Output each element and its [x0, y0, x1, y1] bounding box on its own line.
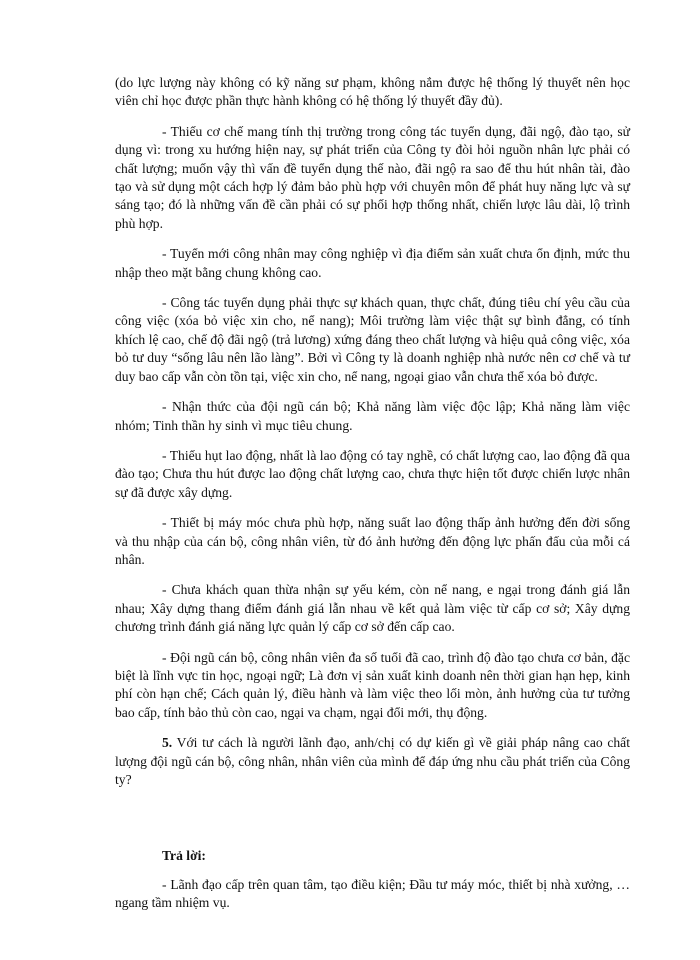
paragraph-continuation: (do lực lượng này không có kỹ năng sư phạm, không nắm được hệ thống lý thuyết nên học viên chỉ học được phần thực hành không có hệ thống lý thuyết đầy đủ). [115, 75, 630, 109]
paragraph-bullet-labor-shortage: - Thiếu hụt lao động, nhất là lao động có tay nghề, có chất lượng cao, lao động đã qua đào tạo; Chưa thu hút được lao động chất lượng cao, chưa thực hiện tốt được chiến lược nhân sự đã được xây dựng. [115, 447, 630, 500]
paragraph-bullet-equipment: - Thiết bị máy móc chưa phù hợp, năng suất lao động thấp ảnh hưởng đến đời sống và thu nhập của cán bộ, công nhân viên, từ đó ảnh hưởng đến động lực phấn đấu của mỗi cá nhân. [115, 515, 630, 567]
question-number: 5. [162, 735, 173, 751]
paragraph-bullet-market-mechanism: - Thiếu cơ chế mang tính thị trường trong công tác tuyển dụng, đãi ngộ, đào tạo, sử dụng vì: trong xu hướng hiện nay, sự phát triển của Công ty đòi hỏi nguồn nhân lực phải có chất lượng; muốn vậy thì vấn đề tuyển dụng thế nào, đãi ngộ ra sao để thu hút nhân tài, đào tạo và sử dụng một cách hợp lý đảm bảo phù hợp với chuyên môn để phát huy năng lực và sự sáng tạo; đó là những vấn đề cần phải có sự phối hợp thống nhất, chiến lược lâu dài, lộ trình phù hợp. [115, 123, 630, 231]
paragraph-bullet-recruitment-objective: - Công tác tuyển dụng phải thực sự khách quan, thực chất, đúng tiêu chí yêu cầu của công việc (xóa bỏ việc xin cho, nể nang); Môi trường làm việc thật sự bình đẳng, có tính khích lệ cao, chế độ đãi ngộ (trả lương) xứng đáng theo chất lượng và hiệu quả công việc, xóa bỏ tư duy “sống lâu nên lão làng”. Bởi vì Công ty là doanh nghiệp nhà nước nên cơ chế và tư duy bao cấp vẫn còn tồn tại, việc xin cho, nể nang, ngoại giao vẫn chưa thể xóa bỏ được. [115, 295, 630, 384]
paragraph-bullet-evaluation: - Chưa khách quan thừa nhận sự yếu kém, còn nể nang, e ngại trong đánh giá lẫn nhau; Xây dựng thang điểm đánh giá lẫn nhau về kết quả làm việc từ cấp cơ sở; Xây dựng chương trình đánh giá năng lực quản lý cấp cơ sở đến cấp cao. [115, 582, 630, 635]
question-text: Với tư cách là người lãnh đạo, anh/chị có dự kiến gì về giải pháp nâng cao chất lượng đội ngũ cán bộ, công nhân, nhân viên của mình để đáp ứng nhu cầu phát triển của Công ty? [115, 735, 630, 787]
paragraph-bullet-staff-age: - Đội ngũ cán bộ, công nhân viên đa số tuổi đã cao, trình độ đào tạo chưa cơ bản, đặc biệt là lĩnh vực tin học, ngoại ngữ; Là đơn vị sản xuất kinh doanh nên thời gian hạn hẹp, kinh phí còn hạn chế; Cách quản lý, điều hành và làm việc theo lối mòn, ảnh hưởng của tư tưởng bao cấp, tính bảo thủ còn cao, ngại va chạm, ngại đổi mới, thụ động. [115, 649, 630, 720]
question-paragraph [115, 734, 630, 789]
answer-heading: Trả lời: [162, 848, 206, 864]
blank-space [115, 801, 630, 847]
paragraph-bullet-awareness: - Nhận thức của đội ngũ cán bộ; Khả năng làm việc độc lập; Khả năng làm việc nhóm; Tinh thần hy sinh vì mục tiêu chung. [115, 399, 630, 433]
answer-paragraph: - Lãnh đạo cấp trên quan tâm, tạo điều kiện; Đầu tư máy móc, thiết bị nhà xưởng, … ngang tầm nhiệm vụ. [115, 876, 630, 911]
paragraph-bullet-recruit-workers: - Tuyển mới công nhân may công nghiệp vì địa điểm sản xuất chưa ổn định, mức thu nhập theo mặt bằng chung không cao. [115, 246, 630, 280]
document-page [115, 74, 630, 925]
